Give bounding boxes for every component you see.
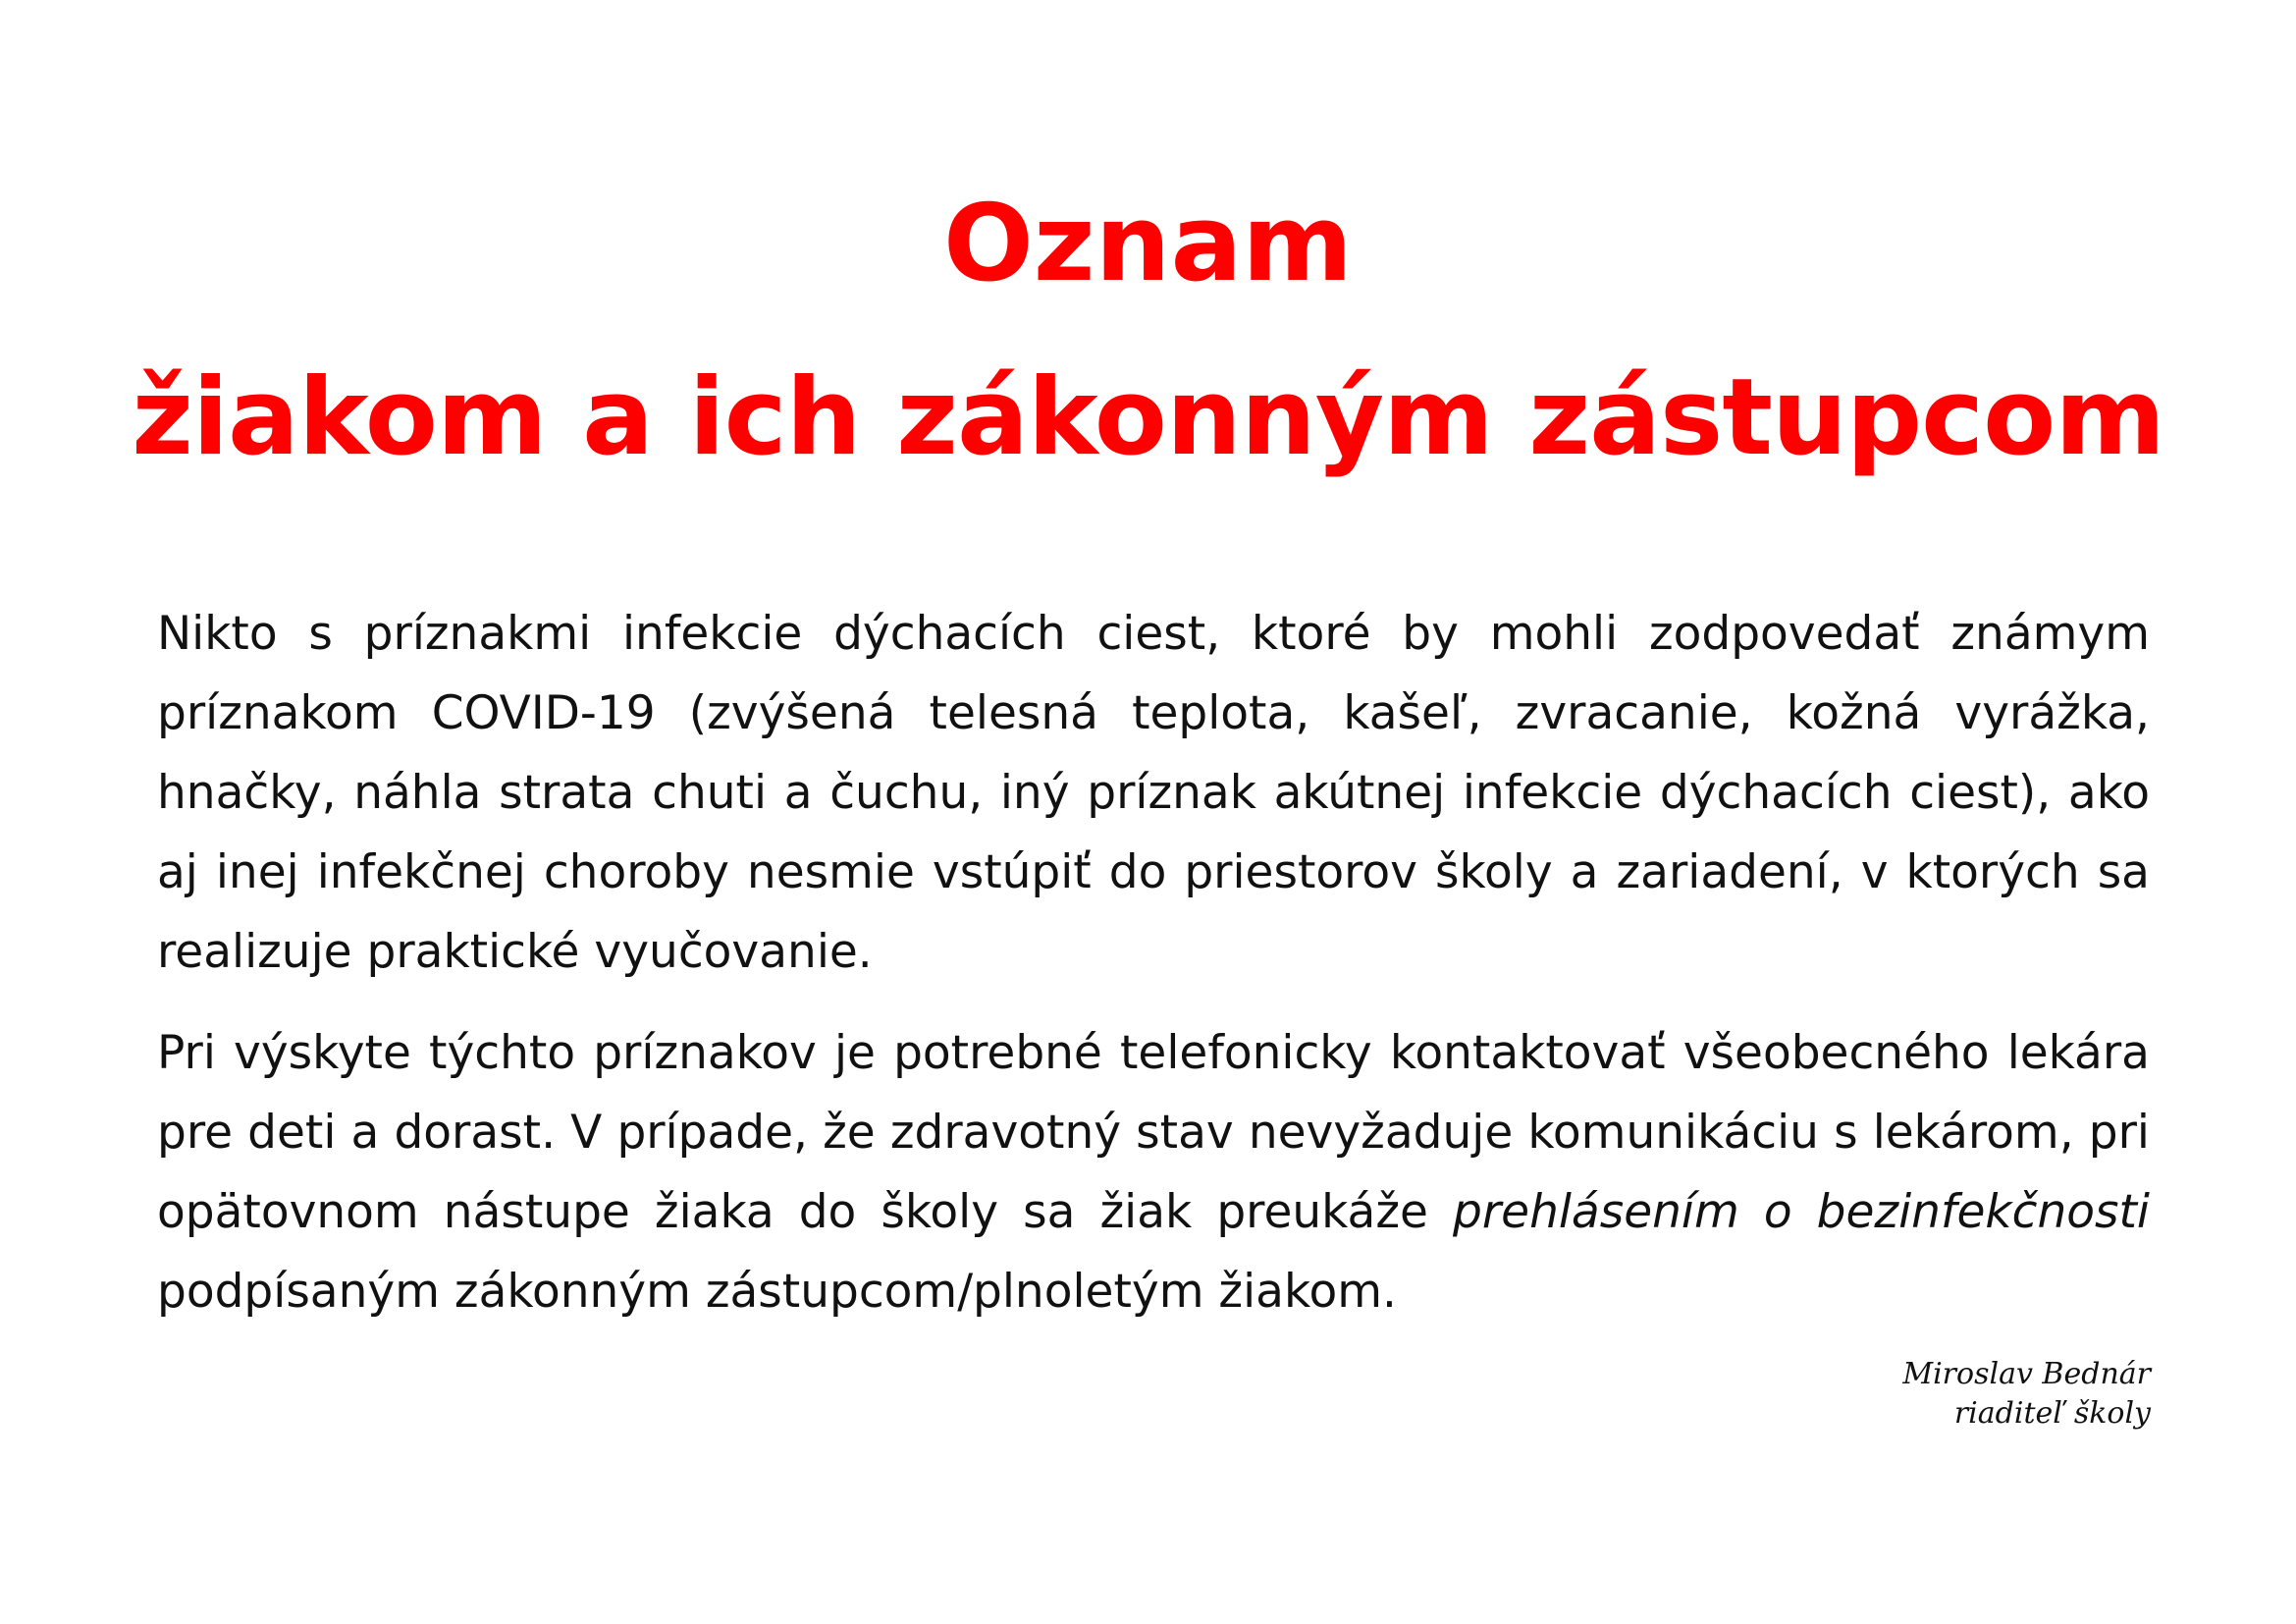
paragraph-2-emphasis: prehlásením o bezinfekčnosti [1453, 1185, 2150, 1239]
page-subtitle: žiakom a ich zákonným zástupcom [132, 356, 2164, 479]
signature-name: Miroslav Bednár [1902, 1357, 2151, 1391]
signature-block [1902, 1355, 2151, 1434]
signature-role: riaditeľ školy [1953, 1396, 2151, 1431]
page-title: Oznam [943, 183, 1353, 305]
paragraph-2-text-end: podpísaným zákonným zástupcom/plnoletým žiakom. [157, 1265, 1397, 1319]
notice-paragraph-2 [157, 1013, 2150, 1331]
notice-paragraph-1: Nikto s príznakmi infekcie dýchacích ciest, ktoré by mohli zodpovedať známym príznakom COVID-19 (zvýšená telesná teplota, kašeľ, zvracanie, kožná vyrážka, hnačky, náhla strata chuti a čuchu, iný príznak akútnej infekcie dýchacích ciest), ako aj inej infekčnej choroby nesmie vstúpiť do priestorov školy a zariadení, v ktorých sa realizuje praktické vyučovanie. [157, 607, 2150, 979]
paragraph-2-text-start: Pri výskyte týchto príznakov je potrebné telefonicky kontaktovať všeobecného lekára pre deti a dorast. V prípade, že zdravotný stav nevyžaduje komunikáciu s lekárom, pri opätovnom nástupe žiaka do školy sa žiak preukáže [157, 1026, 2150, 1239]
